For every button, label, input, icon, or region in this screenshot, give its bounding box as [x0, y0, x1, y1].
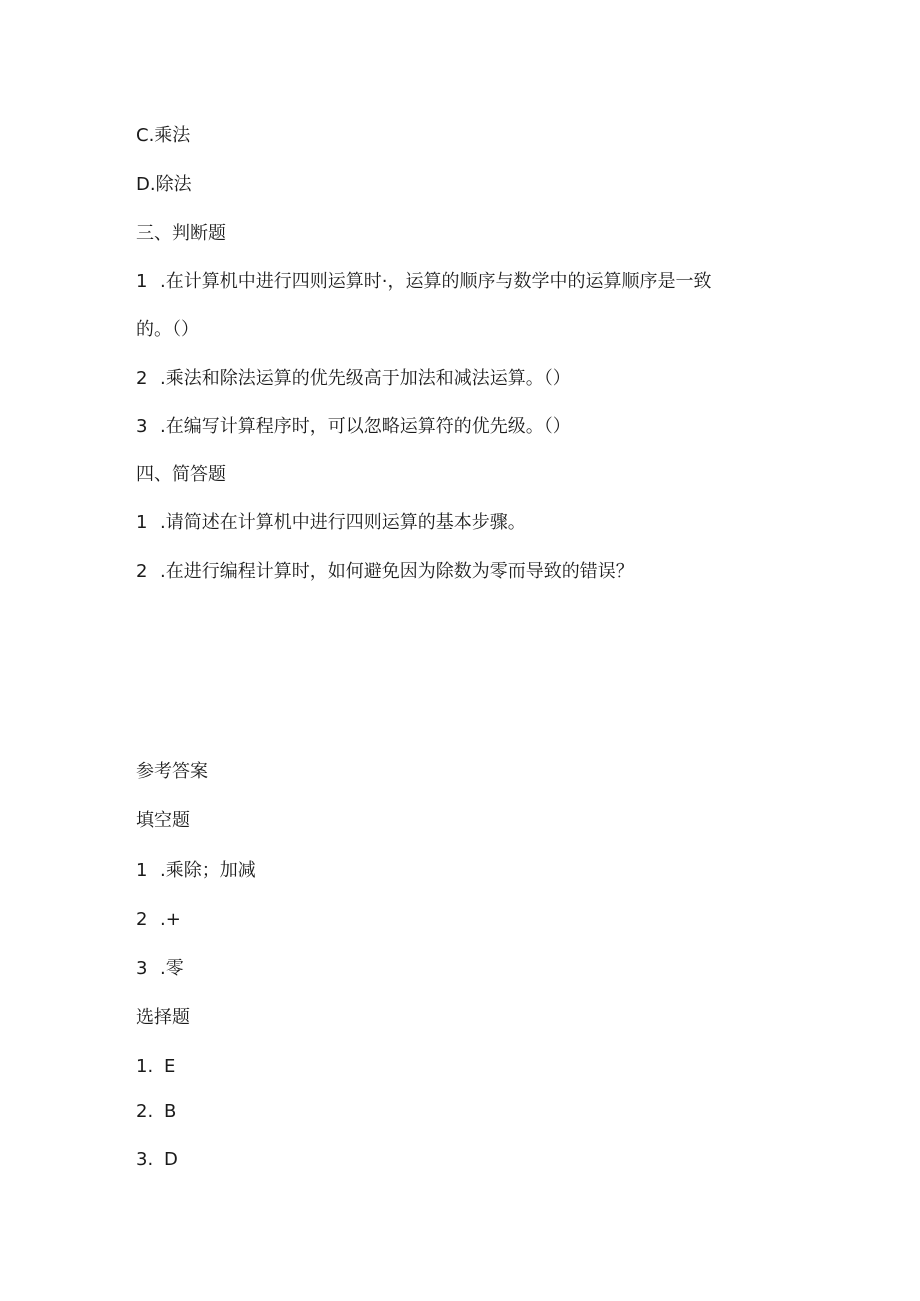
item-number: 1	[136, 512, 148, 533]
item-number: 2	[136, 909, 148, 930]
fill-blank-heading: 填空题	[136, 810, 190, 831]
judgment-item-2	[136, 367, 571, 391]
choice-answer-2	[136, 1100, 176, 1124]
short-answer-item-2	[136, 560, 634, 584]
fill-blank-answer-2	[136, 908, 181, 932]
item-number: 2	[136, 561, 148, 582]
item-number: 2	[136, 368, 148, 389]
judgment-item-1-continuation: 的。（）	[136, 319, 199, 340]
item-number: 3.	[136, 1149, 154, 1170]
item-text: .在编写计算程序时，可以忽略运算符的优先级。（）	[160, 416, 571, 437]
item-text: .在进行编程计算时，如何避免因为除数为零而导致的错误？	[160, 561, 634, 582]
item-text: .零	[160, 958, 184, 979]
item-number: 3	[136, 416, 148, 437]
item-text: .+	[160, 909, 181, 930]
judgment-item-1	[136, 270, 711, 294]
fill-blank-answer-1	[136, 859, 256, 883]
option-c: C.乘法	[136, 125, 191, 146]
item-text: E	[164, 1056, 176, 1077]
item-number: 1	[136, 860, 148, 881]
answers-heading: 参考答案	[136, 761, 208, 782]
item-text: D	[164, 1149, 178, 1170]
short-answer-heading: 四、简答题	[136, 464, 226, 485]
judgment-heading: 三、判断题	[136, 223, 226, 244]
fill-blank-answer-3	[136, 957, 184, 981]
item-text: .请简述在计算机中进行四则运算的基本步骤。	[160, 512, 526, 533]
item-text: B	[164, 1101, 177, 1122]
item-number: 1.	[136, 1056, 154, 1077]
choice-answer-3	[136, 1148, 178, 1172]
item-number: 1	[136, 271, 148, 292]
item-number: 3	[136, 958, 148, 979]
item-text: .在计算机中进行四则运算时·，运算的顺序与数学中的运算顺序是一致	[160, 271, 712, 292]
short-answer-item-1	[136, 511, 526, 535]
choice-heading: 选择题	[136, 1007, 190, 1028]
option-d: D.除法	[136, 174, 192, 195]
item-text: .乘法和除法运算的优先级高于加法和减法运算。（）	[160, 368, 571, 389]
item-text: .乘除；加减	[160, 860, 256, 881]
choice-answer-1	[136, 1055, 175, 1079]
judgment-item-3	[136, 415, 571, 439]
item-number: 2.	[136, 1101, 154, 1122]
